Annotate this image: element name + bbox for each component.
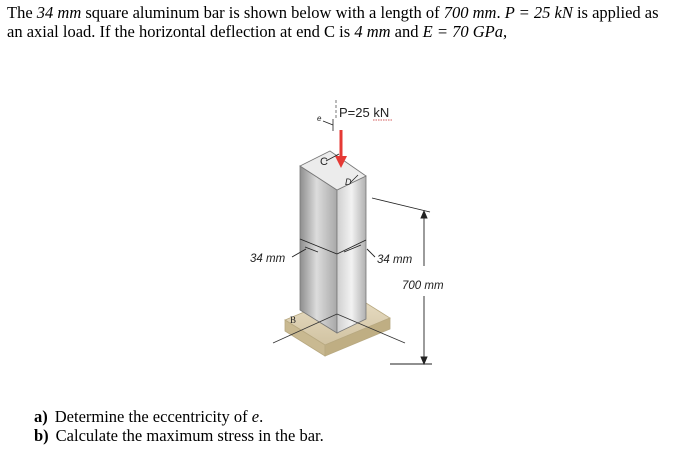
aluminum-bar [300,151,366,333]
text-seg: The [7,3,37,22]
point-d-label: D [345,177,352,187]
load-value: P = 25 kN [504,3,573,22]
load-label: P=25 kN [339,105,390,120]
question-tag: b) [34,426,49,445]
text-seg: and [390,22,423,41]
question-b [34,426,324,445]
question-end: . [259,407,264,426]
modulus-value: E = 70 GPa [422,22,503,41]
width-right-label: 34 mm [377,254,413,266]
text-seg: . [496,3,505,22]
eccentricity-label: e [317,114,322,123]
eccentricity-marks [323,119,333,131]
deflection-value: 4 mm [354,22,391,41]
question-text: Determine the eccentricity of [54,407,252,426]
point-b-label: B [290,315,297,325]
text-seg: square aluminum bar is shown below with a length of [81,3,444,22]
side-value: 34 mm [36,3,82,22]
question-text: Calculate the maximum stress in the bar. [55,426,324,445]
height-label: 700 mm [402,280,444,292]
width-left-label: 34 mm [250,253,286,265]
question-tag: a) [34,407,48,426]
text-seg: is applied as an axial load. If the horizontal deflection at end C is [7,3,659,41]
question-a [34,407,324,426]
question-var: e [251,407,260,426]
questions [34,407,324,445]
point-c-label: C [320,156,328,168]
text-seg: , [502,22,508,41]
length-value: 700 mm [443,3,497,22]
